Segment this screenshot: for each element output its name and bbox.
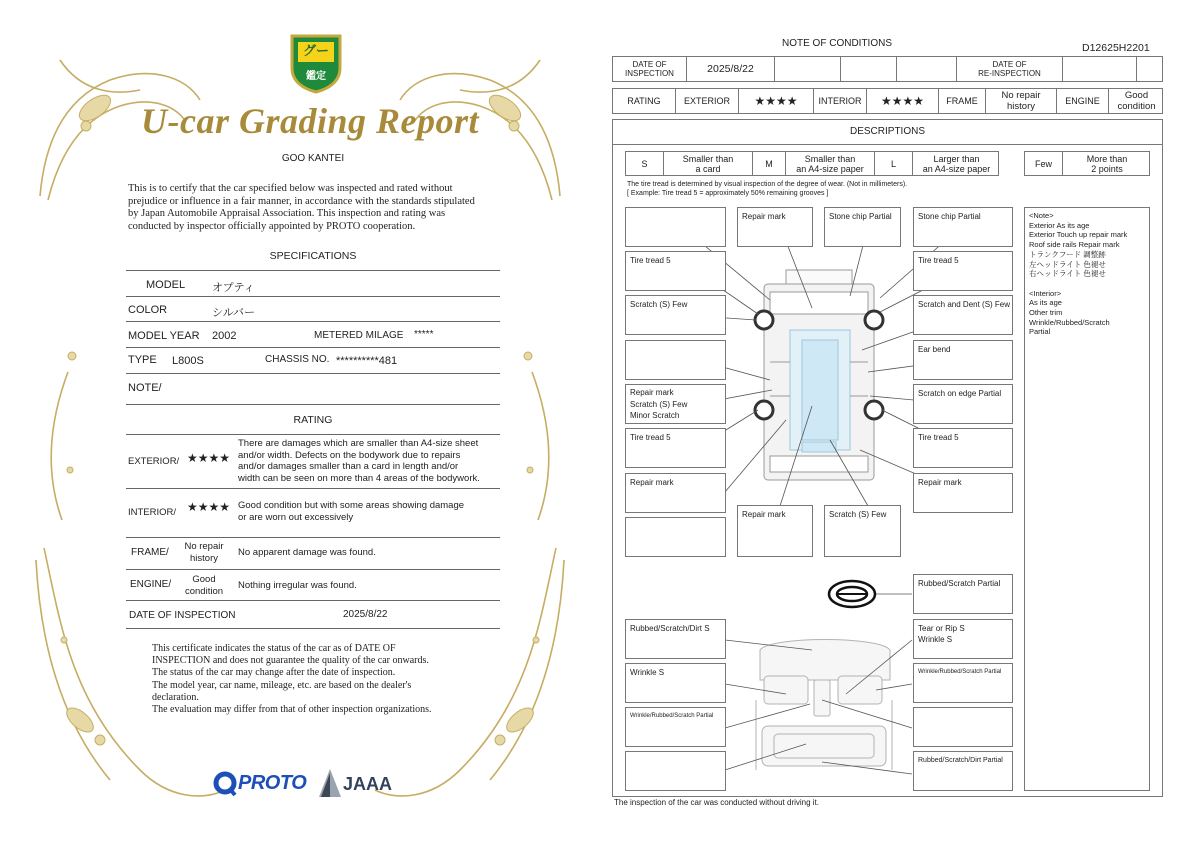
box-line: Repair mark [630, 388, 674, 397]
divider [612, 144, 1163, 145]
divider [126, 296, 500, 297]
inspection-dates-row [612, 56, 1163, 82]
legend-code-l: L [875, 152, 913, 175]
box-line: Scratch (S) Few [829, 510, 887, 519]
empty-cell [897, 57, 957, 81]
condition-box [625, 207, 726, 247]
condition-box [824, 207, 901, 247]
badge-top-text: グー [302, 43, 329, 58]
box-line: Rubbed/Scratch/Dirt Partial [918, 757, 1003, 764]
divider [126, 321, 500, 322]
condition-box [625, 340, 726, 380]
condition-box [913, 707, 1013, 747]
steering-wheel-icon [829, 581, 875, 607]
box-line: Wrinkle S [630, 668, 665, 677]
condition-box [625, 251, 726, 291]
disclaimer-line: The status of the car may change after the date of inspection. [152, 667, 396, 679]
note-line: 左ヘッドライト 色褪せ [1029, 259, 1106, 269]
box-line: Tire tread 5 [630, 256, 671, 265]
note-line: Exterior As its age [1029, 220, 1090, 230]
exterior-label: EXTERIOR/ [128, 456, 180, 467]
engine-label: ENGINE [1057, 89, 1109, 113]
size-legend [625, 151, 999, 176]
color-value: シルバー [212, 307, 255, 319]
condition-box [625, 473, 726, 513]
box-line: Wrinkle S [918, 635, 953, 644]
desc-line: Good condition but with some areas showing damage [238, 500, 465, 511]
box-line: Tire tread 5 [630, 433, 671, 442]
chassis-label: CHASSIS NO. [265, 354, 330, 365]
badge-bottom-text: 鑑定 [306, 71, 326, 82]
divider [126, 270, 500, 271]
box-line: Rubbed/Scratch/Dirt S [630, 624, 710, 633]
condition-box [625, 619, 726, 659]
descriptions-heading: DESCRIPTIONS [849, 126, 925, 137]
reinspection-date-value [1063, 57, 1137, 81]
box-line: Tire tread 5 [918, 433, 959, 442]
legend-line: 2 points [1091, 163, 1123, 174]
legend-code-m: M [753, 152, 786, 175]
note-line: As its age [1029, 298, 1062, 308]
proto-logo-text: PROTO [238, 772, 307, 794]
divider [126, 373, 500, 374]
condition-box [625, 707, 726, 747]
model-label: MODEL [146, 279, 186, 291]
model-value: オプティ [212, 282, 255, 294]
exterior-stars: ★★★★ [187, 451, 231, 465]
value-line: Good [192, 574, 216, 585]
value-line: condition [1117, 101, 1156, 112]
condition-box [913, 663, 1013, 703]
rating-label: RATING [613, 89, 676, 113]
condition-box [913, 340, 1013, 380]
value-line: No repair [184, 541, 224, 552]
rating-heading: RATING [293, 414, 333, 426]
desc-line: There are damages which are smaller than A4-size sheet [238, 438, 479, 449]
model-year-label: MODEL YEAR [128, 330, 200, 342]
box-line: Tire tread 5 [918, 256, 959, 265]
engine-value [176, 574, 232, 598]
intro-line: This is to certify that the car specified below was inspected and rated without [128, 183, 453, 194]
box-line: Ear bend [918, 345, 951, 354]
box-line: Stone chip Partial [918, 212, 981, 221]
value-line: history [190, 553, 218, 564]
exterior-stars: ★★★★ [739, 89, 814, 113]
reinspection-date-label [957, 57, 1063, 81]
jaaa-logo-icon [319, 769, 341, 797]
chassis-value: **********481 [336, 355, 398, 367]
report-title: U-car Grading Report [140, 101, 479, 141]
condition-box [625, 517, 726, 557]
document-id: D12625H2201 [1082, 42, 1150, 54]
condition-box [913, 619, 1013, 659]
few-legend [1024, 151, 1150, 176]
desc-line: or are worn out excessively [238, 512, 354, 523]
brand-name: GOO KANTEI [281, 153, 345, 164]
engine-description: Nothing irregular was found. [238, 580, 357, 591]
type-label: TYPE [128, 354, 157, 366]
note-line: Partial [1029, 327, 1051, 337]
type-value: L800S [172, 355, 204, 367]
note-line: Wrinkle/Rubbed/Scratch [1029, 317, 1110, 327]
exterior-description [238, 438, 480, 484]
condition-box [625, 751, 726, 791]
note-label: NOTE/ [128, 382, 162, 394]
engine-label: ENGINE/ [130, 579, 172, 590]
tire-tread-note [627, 180, 907, 198]
condition-box [625, 663, 726, 703]
box-line: Scratch (S) Few [630, 300, 688, 309]
note-line: <Interior> [1029, 288, 1062, 298]
box-line: Tear or Rip S [918, 624, 965, 633]
legend-text-s [664, 152, 753, 175]
intro-line: conducted by inspector officially appointed by PROTO cooperation. [128, 220, 416, 232]
jaaa-logo-text: JAAA [343, 774, 393, 794]
condition-box [625, 384, 726, 424]
box-line: Rubbed/Scratch Partial [918, 579, 1001, 588]
frame-value [176, 541, 232, 565]
divider [126, 488, 500, 489]
inspection-footer: The inspection of the car was conducted without driving it. [614, 798, 819, 807]
frame-description: No apparent damage was found. [238, 547, 376, 558]
box-line: Repair mark [742, 510, 786, 519]
model-year-value: 2002 [212, 330, 237, 342]
interior-label: INTERIOR/ [128, 507, 177, 518]
disclaimer-line: The model year, car name, mileage, etc. are based on the dealer's [152, 679, 412, 691]
legend-line: Larger than [933, 153, 980, 164]
condition-box [913, 295, 1013, 335]
box-line: Wrinkle/Rubbed/Scratch Partial [918, 669, 1002, 675]
rating-row [612, 88, 1163, 114]
condition-box [824, 505, 901, 557]
mileage-value: ***** [414, 329, 434, 340]
value-line: condition [184, 586, 224, 597]
frame-label: FRAME/ [131, 547, 169, 558]
certificate-intro [128, 183, 475, 233]
disclaimer-line: The evaluation may differ from that of other inspection organizations. [152, 704, 432, 716]
few-text [1063, 152, 1151, 175]
box-line: Scratch on edge Partial [918, 389, 1002, 398]
note-line: Exterior Touch up repair mark [1029, 230, 1128, 240]
legend-code-s: S [626, 152, 664, 175]
frame-label: FRAME [939, 89, 986, 113]
few-label: Few [1025, 152, 1063, 175]
box-line: Stone chip Partial [829, 212, 892, 221]
condition-box [913, 251, 1013, 291]
box-line: Scratch and Dent (S) Few [918, 300, 1011, 309]
intro-line: prejudice or influence in a fair manner, in accordance with the standards stipulated [128, 195, 475, 207]
legend-line: an A4-size paper [922, 163, 991, 174]
condition-box [913, 473, 1013, 513]
legend-text-l [913, 152, 1000, 175]
label-line: DATE OF [992, 60, 1027, 69]
specifications-heading: SPECIFICATIONS [269, 250, 357, 262]
empty-cell [841, 57, 897, 81]
condition-box [913, 574, 1013, 614]
divider [126, 569, 500, 570]
condition-box [913, 751, 1013, 791]
label-line: INSPECTION [625, 69, 674, 78]
divider [126, 628, 500, 629]
label-line: RE-INSPECTION [978, 69, 1041, 78]
box-line: Repair mark [918, 478, 962, 487]
legend-line: a card [695, 163, 721, 174]
frame-value [986, 89, 1057, 113]
legend-line: Smaller than [682, 153, 734, 164]
notes-box [1024, 207, 1150, 791]
condition-box [625, 295, 726, 335]
value-line: Good [1124, 90, 1149, 101]
divider [126, 347, 500, 348]
disclaimer-line: This certificate indicates the status of the car as of DATE OF [152, 643, 396, 654]
legend-line: an A4-size paper [796, 163, 864, 174]
interior-stars: ★★★★ [867, 89, 939, 113]
note-line: The tire tread is determined by visual inspection of the degree of wear. (Not in millimeters). [627, 181, 908, 188]
box-line: Scratch (S) Few [630, 399, 688, 409]
mileage-label: METERED MILAGE [314, 330, 404, 341]
inspection-date-label: DATE OF INSPECTION [129, 610, 236, 621]
note-line: 右ヘッドライト 色褪せ [1029, 269, 1106, 279]
empty-cell [1137, 57, 1164, 81]
legend-text-m [786, 152, 875, 175]
condition-box [913, 207, 1013, 247]
condition-box [737, 207, 813, 247]
tire-icon [865, 311, 883, 329]
engine-value [1109, 89, 1164, 113]
value-line: No repair [1001, 90, 1041, 101]
divider [126, 404, 500, 405]
note-line: トランクフード 調整跡 [1029, 249, 1106, 259]
value-line: history [1007, 101, 1035, 112]
desc-line: width can be seen on more than 4 areas of the bodywork. [238, 472, 480, 484]
divider [126, 537, 500, 538]
condition-box [625, 428, 726, 468]
conditions-title: NOTE OF CONDITIONS [782, 38, 892, 49]
note-line: <Note> [1029, 211, 1054, 220]
legend-line: Smaller than [804, 153, 856, 164]
condition-box [913, 428, 1013, 468]
disclaimer-line: declaration. [152, 691, 199, 703]
divider [126, 600, 500, 601]
proto-logo-icon [213, 771, 237, 797]
desc-line: and/or width. Defects on the bodywork due to repairs [238, 449, 461, 461]
box-line: Repair mark [630, 478, 674, 487]
disclaimer-line: INSPECTION and does not guarantee the quality of the car onwards. [152, 655, 429, 667]
note-line: [ Example: Tire tread 5 = approximately 50% remaining grooves ] [627, 190, 829, 197]
note-line: Other trim [1029, 308, 1063, 318]
inspection-date-label [613, 57, 687, 81]
interior-description [238, 500, 464, 524]
legend-line: More than [1086, 153, 1128, 164]
condition-box [913, 384, 1013, 424]
condition-box [737, 505, 813, 557]
box-line: Repair mark [742, 212, 786, 221]
box-line: Wrinkle/Rubbed/Scratch Partial [630, 713, 714, 719]
inspection-date-value: 2025/8/22 [687, 57, 775, 81]
desc-line: and/or damages smaller than a card in length and/or [238, 461, 459, 472]
certificate-disclaimer [152, 643, 432, 716]
note-line: Roof side rails Repair mark [1029, 240, 1120, 250]
empty-cell [775, 57, 841, 81]
inspection-date-value: 2025/8/22 [343, 609, 388, 620]
box-line: Minor Scratch [630, 411, 680, 420]
tire-icon [865, 401, 883, 419]
divider [126, 434, 500, 435]
label-line: DATE OF [632, 60, 667, 69]
intro-line: by Japan Automobile Appraisal Association. This inspection and rating was [128, 208, 446, 219]
interior-stars: ★★★★ [187, 500, 231, 514]
interior-label: INTERIOR [814, 89, 867, 113]
color-label: COLOR [128, 304, 168, 316]
exterior-label: EXTERIOR [676, 89, 739, 113]
note-line [1029, 279, 1145, 289]
